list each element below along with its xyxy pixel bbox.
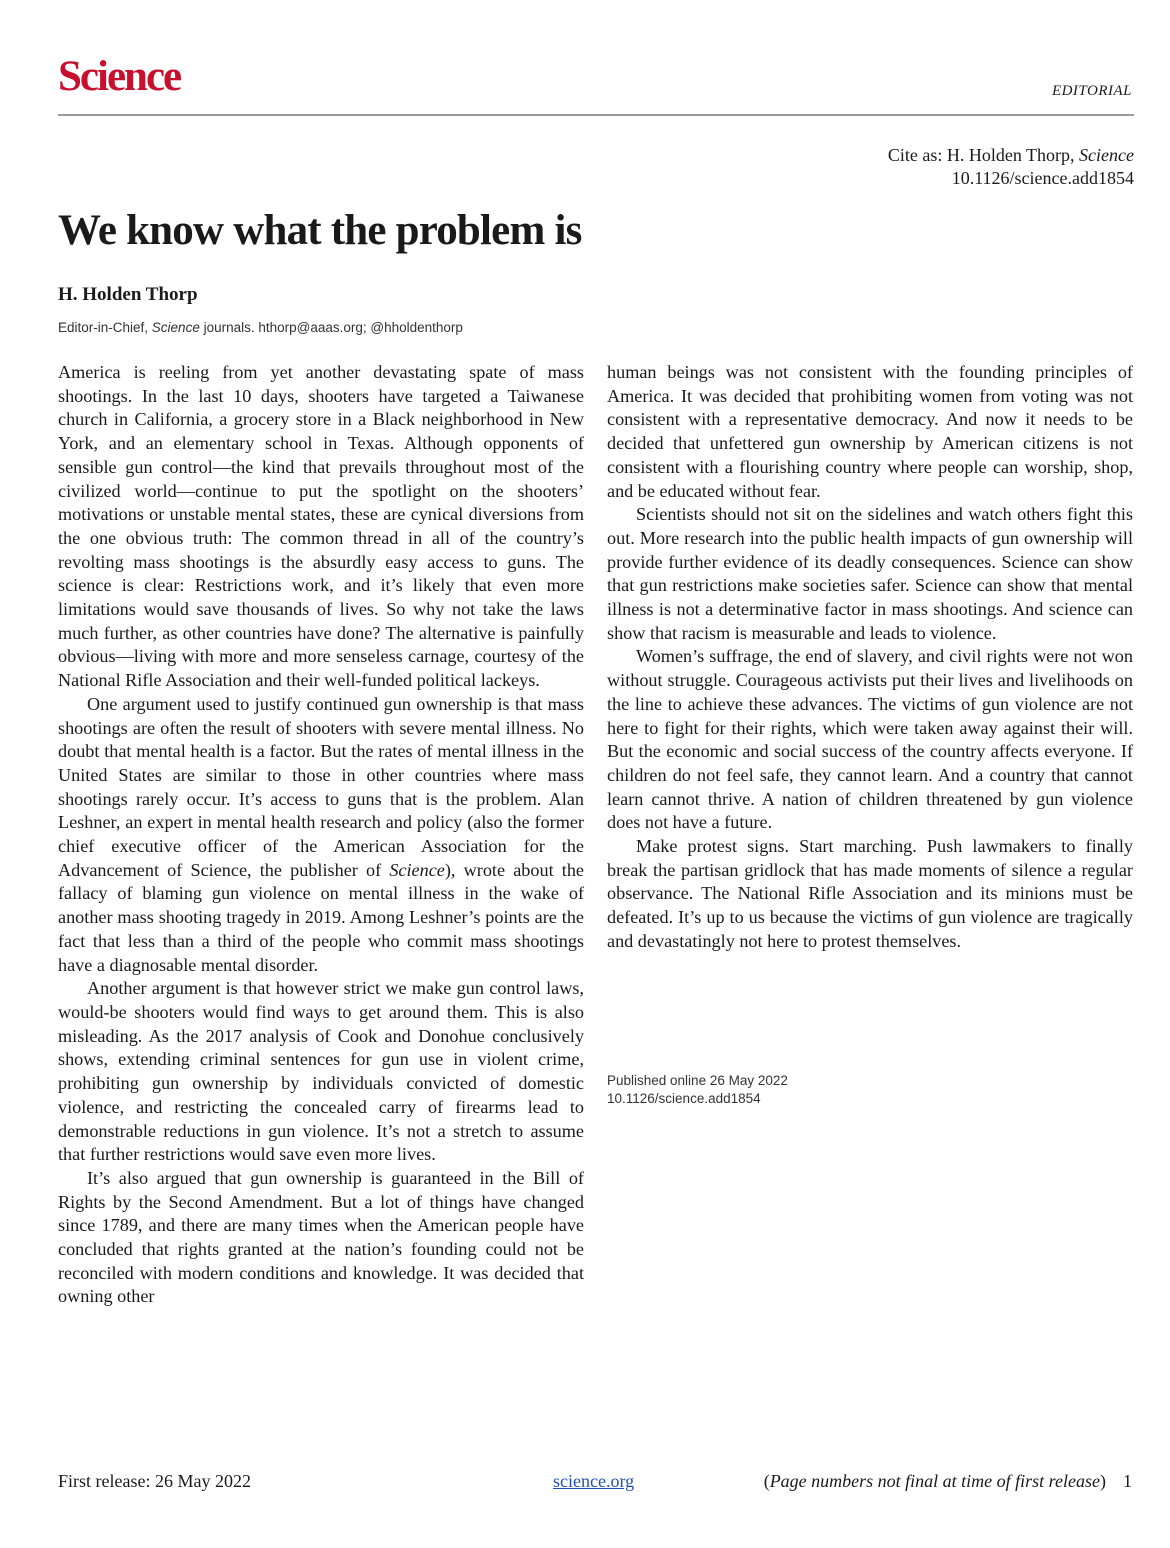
paragraph-4-start: It’s also argued that gun ownership is guaranteed in the Bill of Rights by the Second Amendment. But a lot of things have changed since 1789, and there are many times when the American people have concluded that rights granted at the nation’s founding could not be reconciled with modern conditions and knowledge. It was decided that owning other xyxy=(58,1167,584,1307)
page-number-note xyxy=(764,1471,1106,1492)
affiliation-prefix: Editor-in-Chief, xyxy=(58,320,152,335)
paragraph-3: Another argument is that however strict we make gun control laws, would-be shooters would find ways to get around them. This is also misleading. As the 2017 analysis of Cook and Donohue conclusively shows, extending criminal sentences for gun use in violent crime, prohibiting gun ownership by individuals convicted of domestic violence, and restricting the concealed carry of firearms lead to demonstrable reductions in gun violence. It’s not a stretch to assume that further restrictions would save even more lives. xyxy=(58,978,584,1165)
paragraph-1: America is reeling from yet another devastating spate of mass shootings. In the last 10 days, shooters have targeted a Taiwanese church in California, a grocery store in a Black neighborhood in New York, and an elementary school in Texas. Although opponents of sensible gun control—the kind that prevails throughout most of the civilized world—continue to put the spotlight on the shooters’ motivations or unstable mental states, these are cynical diversions from the one obvious truth: The common thread in all of the country’s revolting mass shootings is the absurdly easy access to guns. The science is clear: Restrictions work, and it’s likely that even more limitations would save thousands of lives. So why not take the laws much further, as other countries have done? The alternative is painfully obvious—living with more and more senseless carnage, courtesy of the National Rifle Association and their well-funded political lackeys. xyxy=(58,362,584,691)
citation-doi: 10.1126/science.add1854 xyxy=(951,168,1134,188)
paragraph-4-continued: human beings was not consistent with the founding principles of America. It was decided that prohibiting women from voting was not consistent with a representative democracy. And now it needs to be decided that unfettered gun ownership by American citizens is not consistent with a flourishing country where people can worship, shop, and be educated without fear. xyxy=(607,362,1133,501)
citation-prefix: Cite as: H. Holden Thorp, xyxy=(887,145,1080,165)
article-author: H. Holden Thorp xyxy=(58,284,198,305)
body-column-right xyxy=(607,361,1133,954)
article-title: We know what the problem is xyxy=(58,207,582,254)
section-label: EDITORIAL xyxy=(1051,83,1132,99)
paragraph-2-part-b: ), wrote about the fallacy of blaming gun violence on mental illness in the wake of another mass shooting tragedy in 2019. Among Leshner’s points are the fact that less than a third of the people who commit mass shootings have a diagnosable mental disorder. xyxy=(58,859,585,975)
published-date: Published online 26 May 2022 xyxy=(607,1073,788,1088)
science-org-link[interactable]: science.org xyxy=(553,1471,635,1491)
paragraph-6: Women’s suffrage, the end of slavery, and civil rights were not won without struggle. Courageous activists put their lives and livelihoods on the line to achieve these advances. The victims of gun violence are not here to fight for their rights, which were taken away against their will. But the economic and social success of the country affects everyone. If children do not feel safe, they cannot learn. And a country that cannot learn cannot thrive. A nation of children threatened by gun violence does not have a future. xyxy=(607,646,1133,833)
citation xyxy=(888,144,1134,190)
publication-doi: 10.1126/science.add1854 xyxy=(607,1091,761,1106)
affiliation-suffix: journals. hthorp@aaas.org; @hholdenthorp xyxy=(199,320,463,335)
body-column-left xyxy=(58,361,584,1309)
science-logo[interactable]: Science xyxy=(58,53,181,100)
affiliation-journal: Science xyxy=(151,320,200,335)
paragraph-5: Scientists should not sit on the sidelines and watch others fight this out. More research into the public health impacts of gun ownership will provide further evidence of its deadly consequences. Science can show that gun restrictions make societies safer. Science can show that mental illness is not a determinative factor in mass shootings. And science can show that racism is measurable and leads to violence. xyxy=(607,504,1133,643)
citation-line xyxy=(888,144,1134,167)
author-affiliation xyxy=(58,320,463,335)
publication-info xyxy=(607,1072,788,1108)
page-number: 1 xyxy=(1123,1471,1132,1491)
note-open-paren: ( xyxy=(763,1471,770,1491)
paragraph-7: Make protest signs. Start marching. Push lawmakers to finally break the partisan gridlock that has made moments of silence a regular observance. The National Rifle Association and its minions must be defeated. It’s up to us because the victims of gun violence are tragically and devastatingly not here to protest themselves. xyxy=(607,836,1133,951)
paragraph-2 xyxy=(58,693,584,977)
note-text: Page numbers not final at time of first release xyxy=(769,1471,1100,1491)
note-close-paren: ) xyxy=(1100,1471,1106,1491)
first-release-date: First release: 26 May 2022 xyxy=(58,1471,251,1491)
paragraph-2-part-a: One argument used to justify continued gun ownership is that mass shootings are often the result of shooters with severe mental illness. No doubt that mental health is a factor. But the rates of mental illness in the United States are similar to those in other countries where mass shootings rarely occur. It’s access to guns that is the problem. Alan Leshner, an expert in mental health research and policy (also the former chief executive officer of the American Association for the Advancement of Science, the publisher of xyxy=(58,693,584,880)
header-rule xyxy=(58,114,1134,116)
citation-journal: Science xyxy=(1079,145,1134,165)
paragraph-2-italic: Science xyxy=(389,859,445,880)
